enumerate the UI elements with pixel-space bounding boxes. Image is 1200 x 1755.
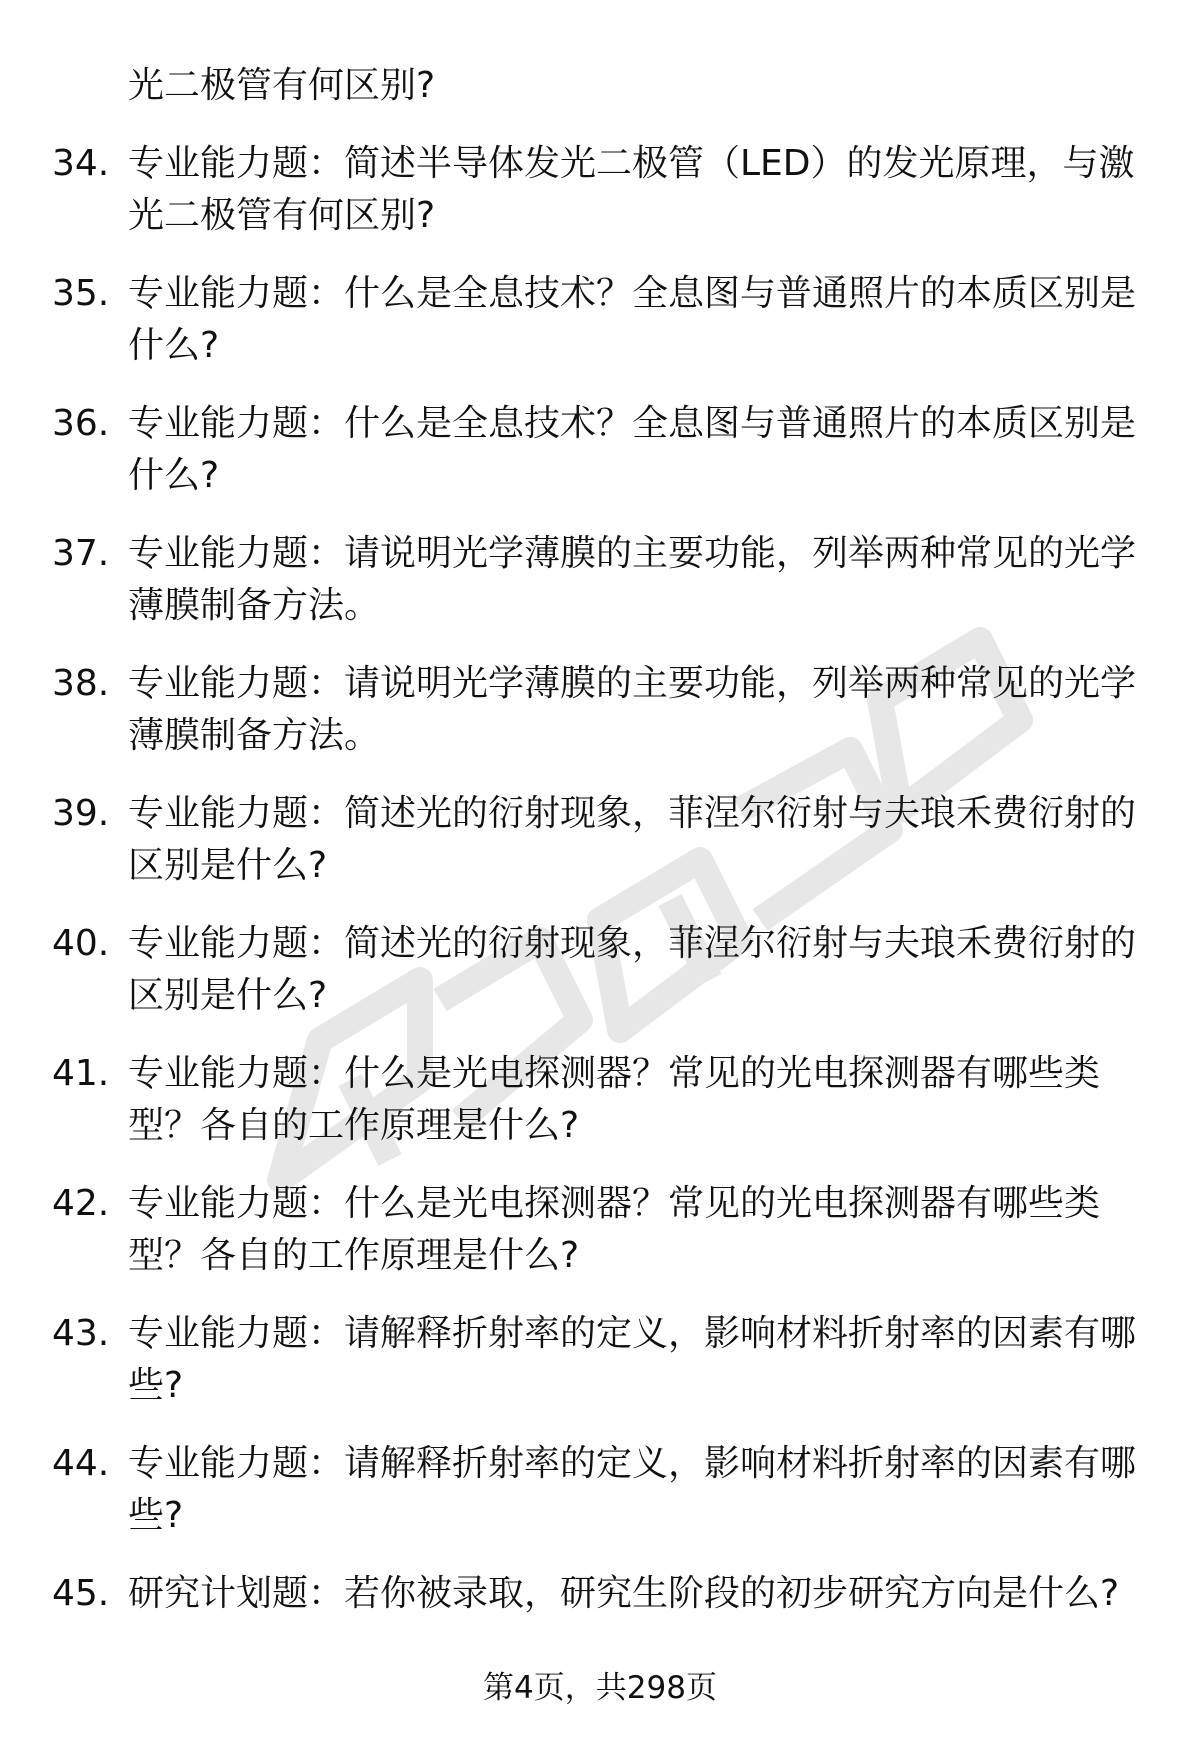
question-item-43 xyxy=(0,1308,1200,1412)
question-text xyxy=(128,268,1148,372)
question-number: 39. xyxy=(52,793,110,834)
question-text xyxy=(128,788,1148,892)
question-line: 什么? xyxy=(128,325,220,366)
question-text xyxy=(128,1438,1148,1542)
question-item-42 xyxy=(0,1178,1200,1282)
question-text xyxy=(128,1048,1148,1152)
question-item-34 xyxy=(0,138,1200,242)
question-text xyxy=(128,138,1148,242)
question-item-36 xyxy=(0,398,1200,502)
question-line: 专业能力题：简述光的衍射现象，菲涅尔衍射与夫琅禾费衍射的 xyxy=(128,793,1137,834)
question-line: 些? xyxy=(128,1365,184,1406)
question-line: 薄膜制备方法。 xyxy=(128,715,381,756)
question-item-37 xyxy=(0,528,1200,632)
question-item-40 xyxy=(0,918,1200,1022)
question-line: 薄膜制备方法。 xyxy=(128,585,381,626)
question-item-44 xyxy=(0,1438,1200,1542)
question-line: 什么? xyxy=(128,455,220,496)
question-line: 专业能力题：什么是光电探测器？常见的光电探测器有哪些类 xyxy=(128,1183,1101,1224)
question-text xyxy=(128,528,1148,632)
question-line: 专业能力题：请说明光学薄膜的主要功能，列举两种常见的光学 xyxy=(128,663,1137,704)
question-text xyxy=(128,1308,1148,1412)
question-item-38 xyxy=(0,658,1200,762)
question-line: 研究计划题：若你被录取，研究生阶段的初步研究方向是什么? xyxy=(128,1573,1120,1614)
question-number: 35. xyxy=(52,273,110,314)
question-number: 36. xyxy=(52,403,110,444)
question-line: 专业能力题：简述半导体发光二极管（LED）的发光原理，与激 xyxy=(128,143,1135,184)
continuation-line: 光二极管有何区别? xyxy=(128,65,436,106)
question-list xyxy=(0,60,1200,1620)
question-line: 专业能力题：简述光的衍射现象，菲涅尔衍射与夫琅禾费衍射的 xyxy=(128,923,1137,964)
question-number: 38. xyxy=(52,663,110,704)
question-text xyxy=(128,1568,1148,1620)
question-item-45 xyxy=(0,1568,1200,1620)
question-line: 型？各自的工作原理是什么? xyxy=(128,1235,580,1276)
question-text xyxy=(128,918,1148,1022)
question-line: 专业能力题：请说明光学薄膜的主要功能，列举两种常见的光学 xyxy=(128,533,1137,574)
question-line: 专业能力题：什么是全息技术？全息图与普通照片的本质区别是 xyxy=(128,403,1137,444)
question-text xyxy=(128,398,1148,502)
question-line: 光二极管有何区别? xyxy=(128,195,436,236)
question-line: 专业能力题：请解释折射率的定义，影响材料折射率的因素有哪 xyxy=(128,1313,1137,1354)
question-number: 43. xyxy=(52,1313,110,1354)
question-line: 专业能力题：什么是全息技术？全息图与普通照片的本质区别是 xyxy=(128,273,1137,314)
question-text xyxy=(128,658,1148,762)
question-item-39 xyxy=(0,788,1200,892)
question-line: 区别是什么? xyxy=(128,845,328,886)
question-line: 型？各自的工作原理是什么? xyxy=(128,1105,580,1146)
question-item-41 xyxy=(0,1048,1200,1152)
page-footer: 第4页，共298页 xyxy=(483,1670,717,1706)
question-item-35 xyxy=(0,268,1200,372)
question-text xyxy=(128,1178,1148,1282)
question-number: 45. xyxy=(52,1573,110,1614)
question-line: 些? xyxy=(128,1495,184,1536)
question-number: 44. xyxy=(52,1443,110,1484)
question-number: 41. xyxy=(52,1053,110,1094)
question-line: 区别是什么? xyxy=(128,975,328,1016)
question-number: 37. xyxy=(52,533,110,574)
question-number: 40. xyxy=(52,923,110,964)
question-line: 专业能力题：什么是光电探测器？常见的光电探测器有哪些类 xyxy=(128,1053,1101,1094)
question-number: 34. xyxy=(52,143,110,184)
question-line: 专业能力题：请解释折射率的定义，影响材料折射率的因素有哪 xyxy=(128,1443,1137,1484)
question-number: 42. xyxy=(52,1183,110,1224)
